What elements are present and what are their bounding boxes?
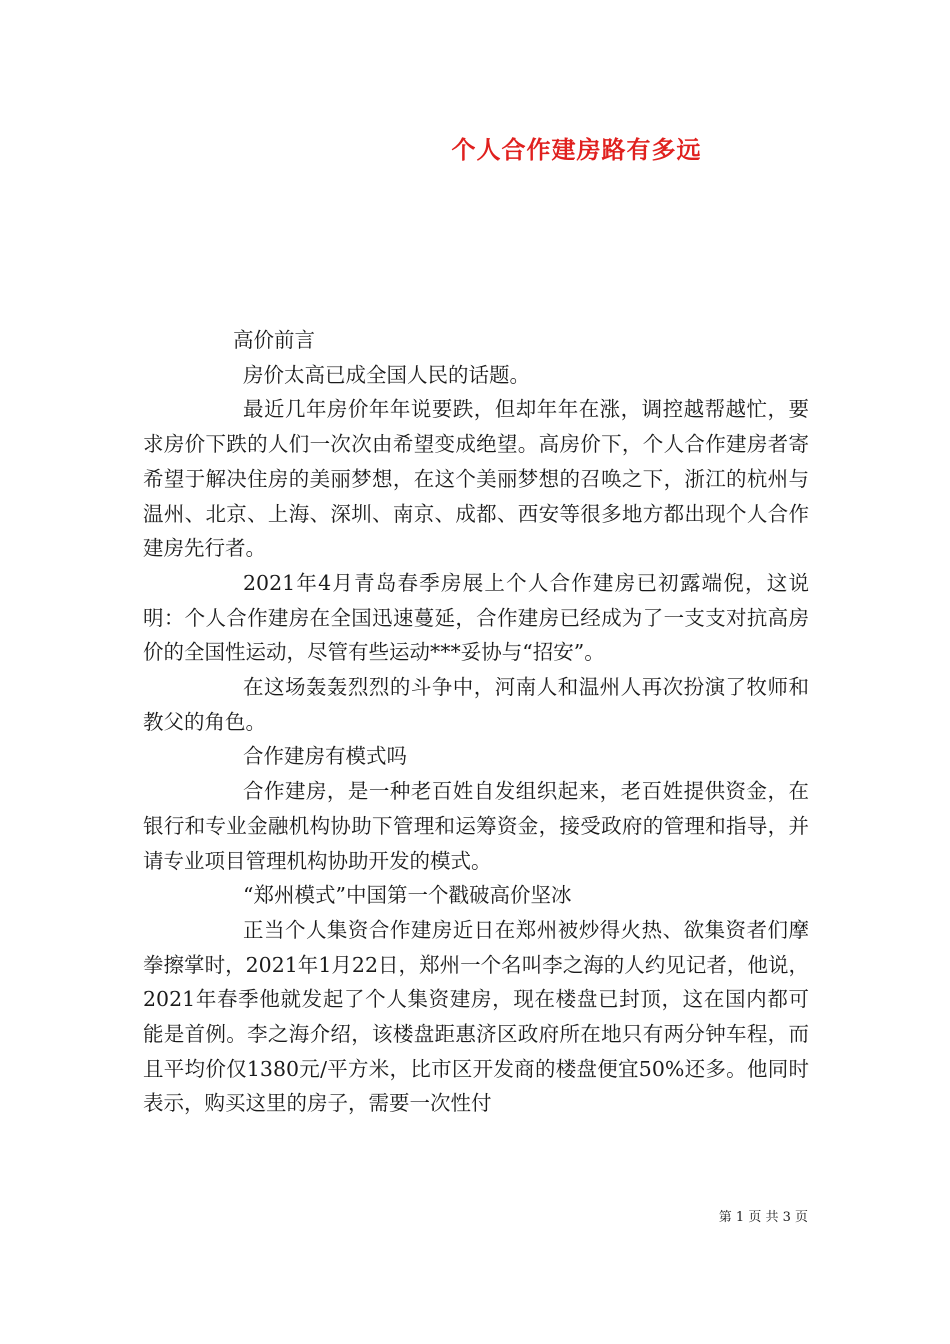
document-body — [143, 323, 809, 1121]
paragraph-heading-preface: 高价前言 — [233, 328, 315, 352]
paragraph-heading-model: 合作建房有模式吗 — [243, 744, 407, 769]
document-title: 个人合作建房路有多远 — [451, 135, 702, 164]
paragraph-heading-zhengzhou: “郑州模式”中国第一个戳破高价坚冰 — [243, 883, 572, 908]
paragraph: 2021年4月青岛春季房展上个人合作建房已初露端倪，这说明：个人合作建房在全国迅速蔓延，合作建房已经成为了一支支对抗高房价的全国性运动，尽管有些运动***妥协与“招安”。 — [143, 570, 809, 665]
paragraph: 合作建房，是一种老百姓自发组织起来，老百姓提供资金，在银行和专业金融机构协助下管理和运筹资金，接受政府的管理和指导，并请专业项目管理机构协助开发的模式。 — [143, 779, 809, 873]
paragraph: 在这场轰轰烈烈的斗争中，河南人和温州人再次扮演了牧师和教父的角色。 — [143, 675, 809, 734]
paragraph: 最近几年房价年年说要跌，但却年年在涨，调控越帮越忙，要求房价下跌的人们一次次由希望变成绝望。高房价下，个人合作建房者寄希望于解决住房的美丽梦想，在这个美丽梦想的召唤之下，浙江的杭州与温州、北京、上海、深圳、南京、成都、西安等很多地方都出现个人合作建房先行者。 — [143, 397, 809, 561]
paragraph: 房价太高已成全国人民的话题。 — [243, 362, 530, 387]
paragraph: 正当个人集资合作建房近日在郑州被炒得火热、欲集资者们摩拳擦掌时，2021年1月22日，郑州一个名叫李之海的人约见记者，他说，2021年春季他就发起了个人集资建房，现在楼盘已封顶，这在国内都可能是首例。李之海介绍，该楼盘距惠济区政府所在地只有两分钟车程，而且平均价仅1380元/平方米，比市区开发商的楼盘便宜50%还多。他同时表示，购买这里的房子，需要一次性付 — [143, 917, 809, 1116]
page-number-footer: 第 1 页 共 3 页 — [718, 1210, 808, 1225]
